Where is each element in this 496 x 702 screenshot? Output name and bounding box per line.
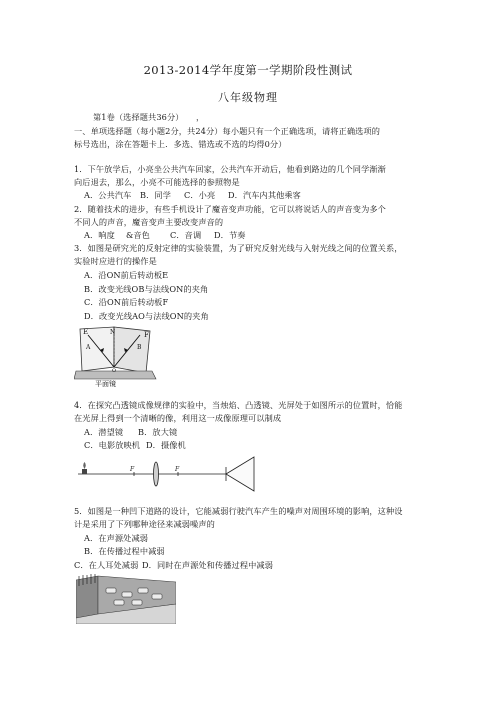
options-row [84,190,301,201]
question-text-line: 向后退去，那么，小亮不可能选择的参照物是 [74,177,240,187]
option-d[interactable]: D．汽车内其他乘客 [228,190,301,200]
options-row [74,560,273,571]
label-f: F [144,331,149,339]
options-row [84,230,246,241]
option-d[interactable]: D．改变光线AO与法线ON的夹角 [84,311,209,321]
question-text-line: 实验时应进行的操作是 [74,256,157,266]
label-n: N [110,329,116,336]
label-o: O [112,368,117,374]
reflection-experiment-figure [74,323,158,387]
label-e: E [83,328,89,336]
option-a[interactable]: A．公共汽车 [84,190,132,200]
option-a[interactable]: A．在声源处减弱 [84,533,149,543]
option-d[interactable]: D．节奏 [214,230,246,240]
question-text-line: 计是采用了下列哪种途径来减弱噪声的 [74,519,215,529]
option-c[interactable]: C．小亮 [184,190,216,200]
page-title: 2013-2014学年度第一学期阶段性测试 [143,63,353,77]
option-c[interactable]: C．在人耳处减弱 [74,560,139,570]
option-b[interactable]: B．在传播过程中减弱 [84,546,165,556]
question-text-line: 4．在探究凸透镜成像规律的实验中，当烛焰、凸透镜、光屏处于如图所示的位置时，恰能 [74,400,403,410]
question-text-line: 5．如图是一种凹下道路的设计，它能减弱行驶汽车产生的噪声对周围环境的影响，这种设 [74,506,403,516]
label-a: A [86,344,91,351]
option-a[interactable]: A．响度 [84,230,115,240]
candle [82,469,87,474]
mirror-caption: 平面镜 [95,380,116,387]
focal-label-left: F [130,466,135,473]
question-text-line: 不同人的声音，魔音变声主要改变声音的 [74,217,224,227]
volume-label: 第1卷（选择题共36分） ， [93,112,205,122]
option-b[interactable]: B．同学 [140,190,171,200]
option-d[interactable]: D．摄像机 [146,440,186,450]
option-c[interactable]: C．沿ON前后转动板F [84,297,169,307]
focal-label-right: F [175,466,180,473]
question-text-line: 在光屏上得到一个清晰的像，利用这一成像原理可以制成 [74,413,282,423]
option-c[interactable]: C．音调 [170,230,202,240]
section-instructions-line1: 一、单项选择题（每小题2分，共24分）每小题只有一个正确选项，请将正确选项的 [74,126,380,136]
section-instructions-line2: 标号选出，涂在答题卡上．多选、错选或不选的均得0分） [74,139,287,149]
option-a[interactable]: A．沿ON前后转动板E [84,270,169,280]
candle-flame-icon [83,462,86,469]
page-subtitle: 八年级物理 [218,91,278,104]
convex-lens [154,462,159,486]
question-text-line: 2．随着技术的进步，有些手机设计了魔音变声功能，它可以将说话人的声音变为多个 [74,204,386,214]
option-c[interactable]: C．电影放映机 [84,440,141,450]
lens-experiment-figure [78,453,258,495]
light-screen [226,457,254,491]
option-b[interactable]: B．放大镜 [138,427,178,437]
option-d[interactable]: D．同时在声源处和传播过程中减弱 [142,560,273,570]
question-text-line: 1．下午放学后，小亮坐公共汽车回家，公共汽车开动后，他看到路边的几个同学渐渐 [74,164,386,174]
option-a[interactable]: A．潜望镜 [84,427,124,437]
option-b[interactable]: &音色 [126,230,150,240]
options-row [84,427,177,438]
options-row [84,440,186,451]
sunken-road-figure [76,574,176,624]
label-b: B [137,344,142,351]
option-b[interactable]: B．改变光线OB与法线ON的夹角 [84,284,209,294]
question-text-line: 3．如图是研究光的反射定律的实验装置，为了研究反射光线与入射光线之间的位置关系， [74,243,403,253]
